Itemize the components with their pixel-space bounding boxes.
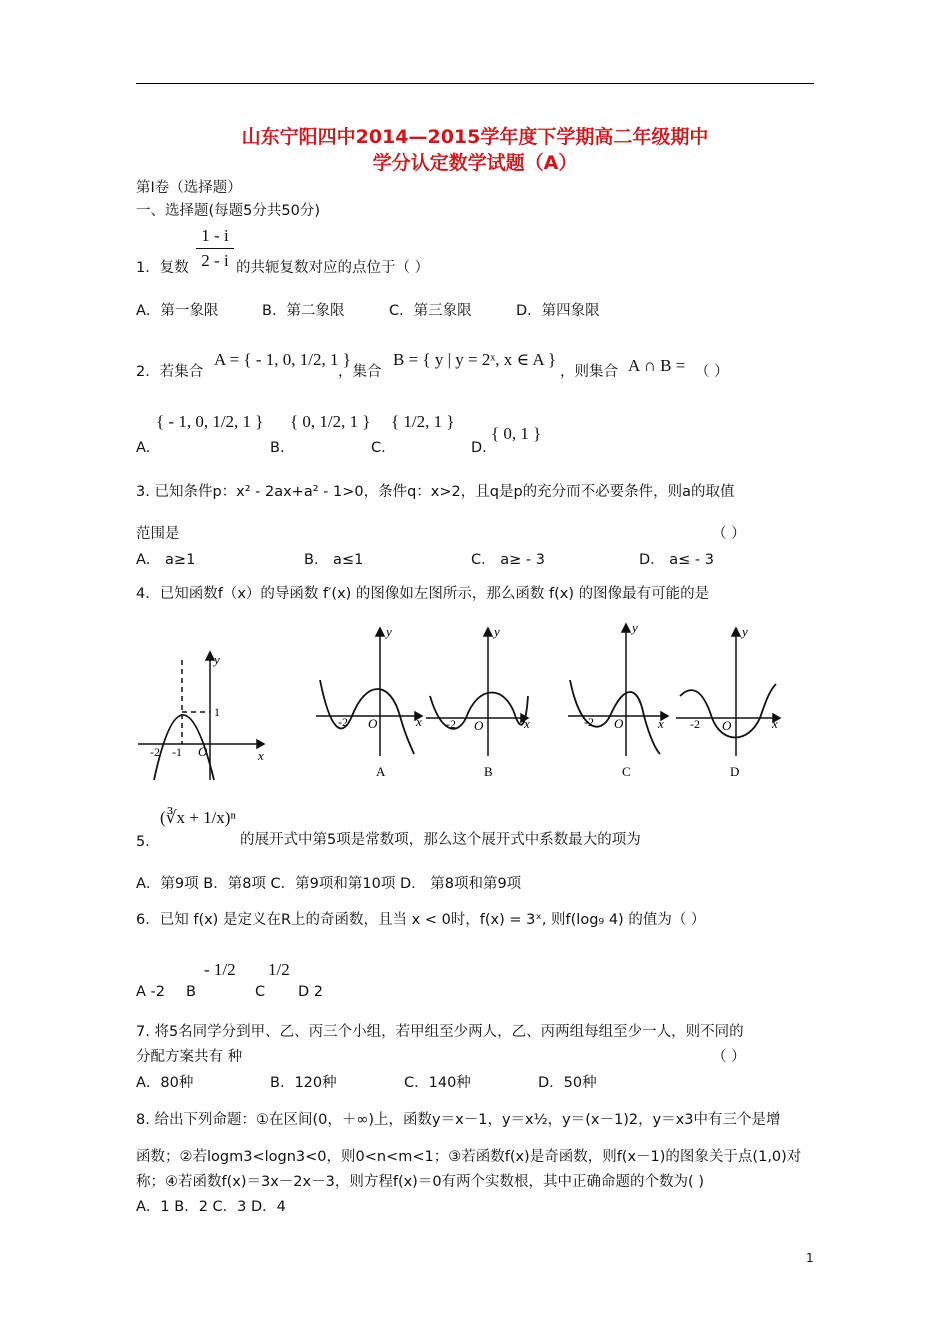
q3-option-d: D． a≤ - 3 [639,552,714,568]
q2-option-a-value: { - 1, 0, 1/2, 1 } [156,412,264,431]
graph-b-neg2: -2 [446,717,456,731]
graph-b-x: x [524,716,530,731]
q8-options: A．1 B．2 C．3 D．4 [136,1199,286,1215]
q2-mid: ，集合 [338,364,382,380]
q1-frac-numerator: 1 - i [196,226,234,249]
q3-option-c: C． a≥ - 3 [471,552,545,568]
q2-tail: ，则集合 [560,364,618,380]
q2-option-c-value: { 1/2, 1 } [391,412,455,431]
graph-c-o: O [614,716,624,731]
graph-c-x: x [658,716,664,731]
graph-d-neg2: -2 [690,717,700,731]
q7-line1: 7. 将5名同学分到甲、乙、丙三个小组，若甲组至少两人，乙、丙两组每组至少一人，则不同的 [136,1024,744,1040]
q2-option-a: A. [136,440,151,456]
graph-d [676,628,780,756]
page-number: 1 [806,1251,814,1265]
q2-expr: A ∩ B = [628,356,686,375]
q2-option-d-value: { 0, 1 } [491,424,542,443]
deriv-y-label: y [214,652,220,667]
q7-option-c: C．140种 [404,1075,471,1091]
q8-line1: 8. 给出下列命题：①在区间(0，＋∞)上，函数y＝x－1，y＝x½，y＝(x－1)2，y＝x3中有三个是增 [136,1112,781,1128]
q6-option-b-value: - 1/2 [204,960,236,979]
graph-c-y: y [632,620,638,635]
q4-text: 4．已知函数f（x）的导函数 f′(x) 的图像如左图所示，那么函数 f(x) 的图像最有可能的是 [136,586,710,602]
graph-b-label: B [484,764,493,779]
derivative-graph [138,652,264,780]
graph-d-x: x [772,716,778,731]
q2-set-a: A = { - 1, 0, 1/2, 1 } [214,350,351,369]
q7-line2: 分配方案共有 种 [136,1049,243,1065]
q6-option-a: A -2 [136,984,165,1000]
graph-b-o: O [474,718,484,733]
graph-a [316,628,422,756]
exam-title-line2: 学分认定数学试题（A） [372,152,578,174]
q1-option-c: C．第三象限 [389,303,472,319]
volume-heading: 第I卷（选择题） [136,180,242,196]
q6-option-c-value: 1/2 [268,960,290,979]
q1-fraction [196,226,234,271]
graph-a-x: x [416,714,422,729]
graph-b [426,628,528,756]
q1-text: 的共轭复数对应的点位于（ ） [236,260,430,276]
deriv-neg1-label: -1 [172,745,182,759]
q7-option-a: A．80种 [136,1075,194,1091]
q4-graphs [130,620,810,790]
q5-options: A．第9项 B．第8项 C．第9项和第10项 D． 第8项和第9项 [136,876,522,892]
q1-option-d: D．第四象限 [516,303,600,319]
graph-b-y: y [494,624,500,639]
q1-option-a: A．第一象限 [136,303,219,319]
q1-frac-denominator: 2 - i [201,251,229,270]
q2-option-b-value: { 0, 1/2, 1 } [290,412,371,431]
graph-c [568,624,668,756]
q2-paren: （ ） [695,364,729,380]
q1-number: 1．复数 [136,260,189,276]
q6-option-b: B [186,984,196,1000]
deriv-neg2-label: -2 [150,745,160,759]
q1-option-b: B．第二象限 [262,303,345,319]
q5-text: 的展开式中第5项是常数项，那么这个展开式中系数最大的项为 [240,832,641,848]
q6-option-d: D 2 [298,984,323,1000]
graph-a-y: y [386,624,392,639]
part-heading: 一、选择题(每题5分共50分) [136,203,320,219]
q8-line2: 函数；②若logm3<logn3<0，则0<n<m<1；③若函数f(x)是奇函数，则f(x－1)的图象关于点(1,0)对 [136,1149,802,1165]
graph-c-neg2: -2 [584,715,594,729]
deriv-x-label: x [258,748,264,763]
q7-option-d: D．50种 [538,1075,597,1091]
q6-option-c: C [255,984,266,1000]
header-rule [136,83,814,84]
q2-option-c: C. [371,440,386,456]
graph-d-o: O [722,718,732,733]
q6-text: 6．已知 f(x) 是定义在R上的奇函数，且当 x < 0时，f(x) = 3ˣ, 则f(log₉ 4) 的值为（ ） [136,912,706,928]
graph-c-label: C [622,764,631,779]
q3-paren: （ ） [712,526,746,542]
graph-a-label: A [376,764,386,779]
q2-number: 2．若集合 [136,364,204,380]
graph-d-y: y [742,624,748,639]
q7-option-b: B．120种 [270,1075,337,1091]
q3-option-b: B． a≤1 [304,552,364,568]
q2-option-b: B. [270,440,285,456]
exam-title-line1: 山东宁阳四中2014—2015学年度下学期高二年级期中 [241,126,709,148]
q3-line1: 3. 已知条件p：x² - 2ax+a² - 1>0，条件q：x>2，且q是p的充分而不必要条件，则a的取值 [136,484,735,500]
q5-expr: (∛x + 1/x)ⁿ [160,808,236,827]
q3-line2: 范围是 [136,526,180,542]
q8-line3: 称；④若函数f(x)＝3x－2x－3，则方程f(x)＝0有两个实数根，其中正确命题的个数为( ) [136,1174,704,1190]
q2-set-b: B = { y | y = 2ˣ, x ∈ A } [393,350,557,369]
graph-a-o: O [368,716,378,731]
deriv-one-label: 1 [214,705,220,719]
deriv-origin-label: O [198,744,208,759]
graph-a-neg2: -2 [338,715,348,729]
q3-option-a: A． a≥1 [136,552,196,568]
q2-option-d: D. [471,440,487,456]
graph-d-label: D [730,764,740,779]
q5-number: 5． [136,834,160,850]
q7-paren: （ ） [712,1049,746,1065]
